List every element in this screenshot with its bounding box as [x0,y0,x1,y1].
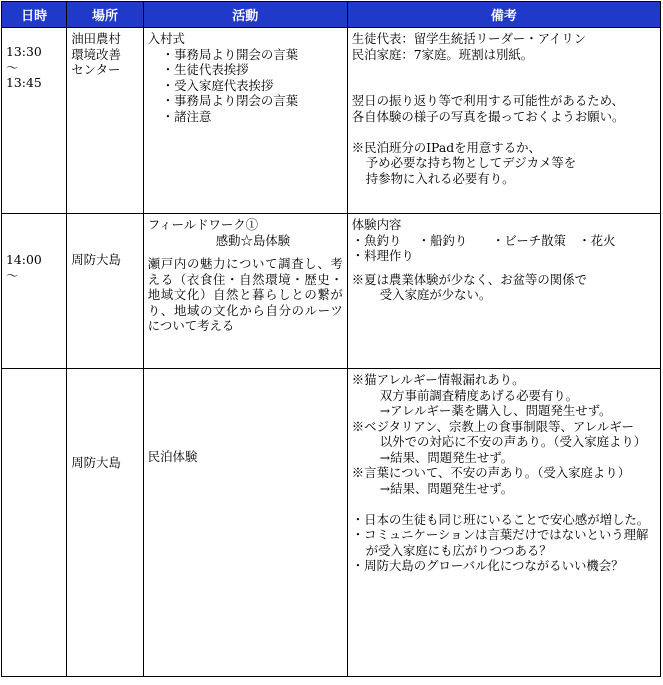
notes-cell [347,214,660,369]
place-line: センター [71,62,121,77]
time-cell [2,369,67,677]
activity-item: ・受入家庭代表挨拶 [161,77,274,93]
time-start: 13:30 [6,44,42,59]
header-notes: 備考 [347,2,660,28]
note-line: ※猫アレルギー情報漏れあり。 [351,372,525,387]
notes-cell [347,369,660,677]
note-line: 民泊家庭：7家庭。班割は別紙。 [351,46,534,62]
activity-item: ・事務局より閉会の言葉 [161,93,299,108]
note-line: ・コミュニケーションは言葉だけではないという理解 [351,527,649,542]
note-line: ・周防大島のグローバル化につながるいい機会？ [351,558,624,573]
table-row [2,214,661,369]
activity-cell [143,28,347,214]
note-line: →結果、問題発生せず。 [379,480,514,496]
place-cell [67,28,144,214]
activity-title: 入村式 [147,31,185,46]
note-line: ※ベジタリアン、宗教上の食事制限等、アレルギー [351,418,634,434]
time-separator: ～ [6,267,19,283]
time-separator: ～ [6,59,19,75]
note-line: 持参物に入れる必要有り。 [365,170,515,186]
time-cell [2,214,67,369]
activity-cell [143,214,347,369]
header-activity: 活動 [143,2,347,28]
table-row [2,369,661,677]
header-place: 場所 [67,2,144,28]
table-row [2,28,661,214]
schedule-table [1,1,661,677]
activity-item: ・生徒代表挨拶 [161,62,249,77]
place-line: 油田農村 [71,31,121,46]
notes-cell [347,28,660,214]
activity-description: 瀬戸内の魅力について調査し、考える（衣食住・自然環境・歴史・地域文化）自然と暮らしとの繋がり、地域の文化から自分のルーツについて考える [147,256,343,333]
place-line: 周防大島 [71,252,121,267]
note-line: ・魚釣り ・船釣り ・ビーチ散策 ・花火 [351,232,616,248]
note-line: 双方事前調査精度あげる必要有り。 [379,387,579,403]
note-line: 予め必要な持ち物としてデジカメ等を [365,155,577,170]
activity-title: フィールドワーク① [147,217,259,232]
note-line: ・料理作り [351,248,414,263]
note-line: ・日本の生徒も同じ班にいることで安心感が増した。 [351,511,650,527]
note-line: が受入家庭にも広がりつつある？ [365,542,552,558]
activity-cell [143,369,347,677]
activity-item: ・諸注意 [161,108,212,124]
note-line: ※民泊班分のIPadを用意するか、 [351,139,541,155]
note-line: →結果、問題発生せず。 [379,449,514,465]
note-line: ※言葉について、不安の声あり。（受入家庭より） [351,465,631,480]
note-line: 各自体験の様子の写真を撮っておくようお願い。 [351,108,625,124]
activity-item: ・事務局より開会の言葉 [161,46,299,62]
time-start: 14:00 [6,252,42,267]
note-line: 受入家庭が少ない。 [379,287,492,302]
activity-subtitle: 感動☆島体験 [215,232,291,248]
place-cell [67,369,144,677]
activity-title: 民泊体験 [147,449,198,464]
note-line: ※夏は農業体験が少なく、お盆等の関係で [351,271,587,287]
header-row [2,2,661,28]
time-cell [2,28,67,214]
place-cell [67,214,144,369]
note-line: 生徒代表：留学生統括リーダー・アイリン [351,31,587,46]
note-line: 翌日の振り返り等で利用する可能性があるため、 [351,93,624,108]
note-line: 以外での対応に不安の声あり。（受入家庭より） [379,434,647,449]
time-end: 13:45 [6,75,42,90]
place-line: 環境改善 [71,46,121,62]
place-line: 周防大島 [71,455,121,470]
note-line: 体験内容 [351,217,402,232]
note-line: →アレルギー薬を購入し、問題発生せず。 [379,403,612,418]
header-time: 日時 [2,2,67,28]
